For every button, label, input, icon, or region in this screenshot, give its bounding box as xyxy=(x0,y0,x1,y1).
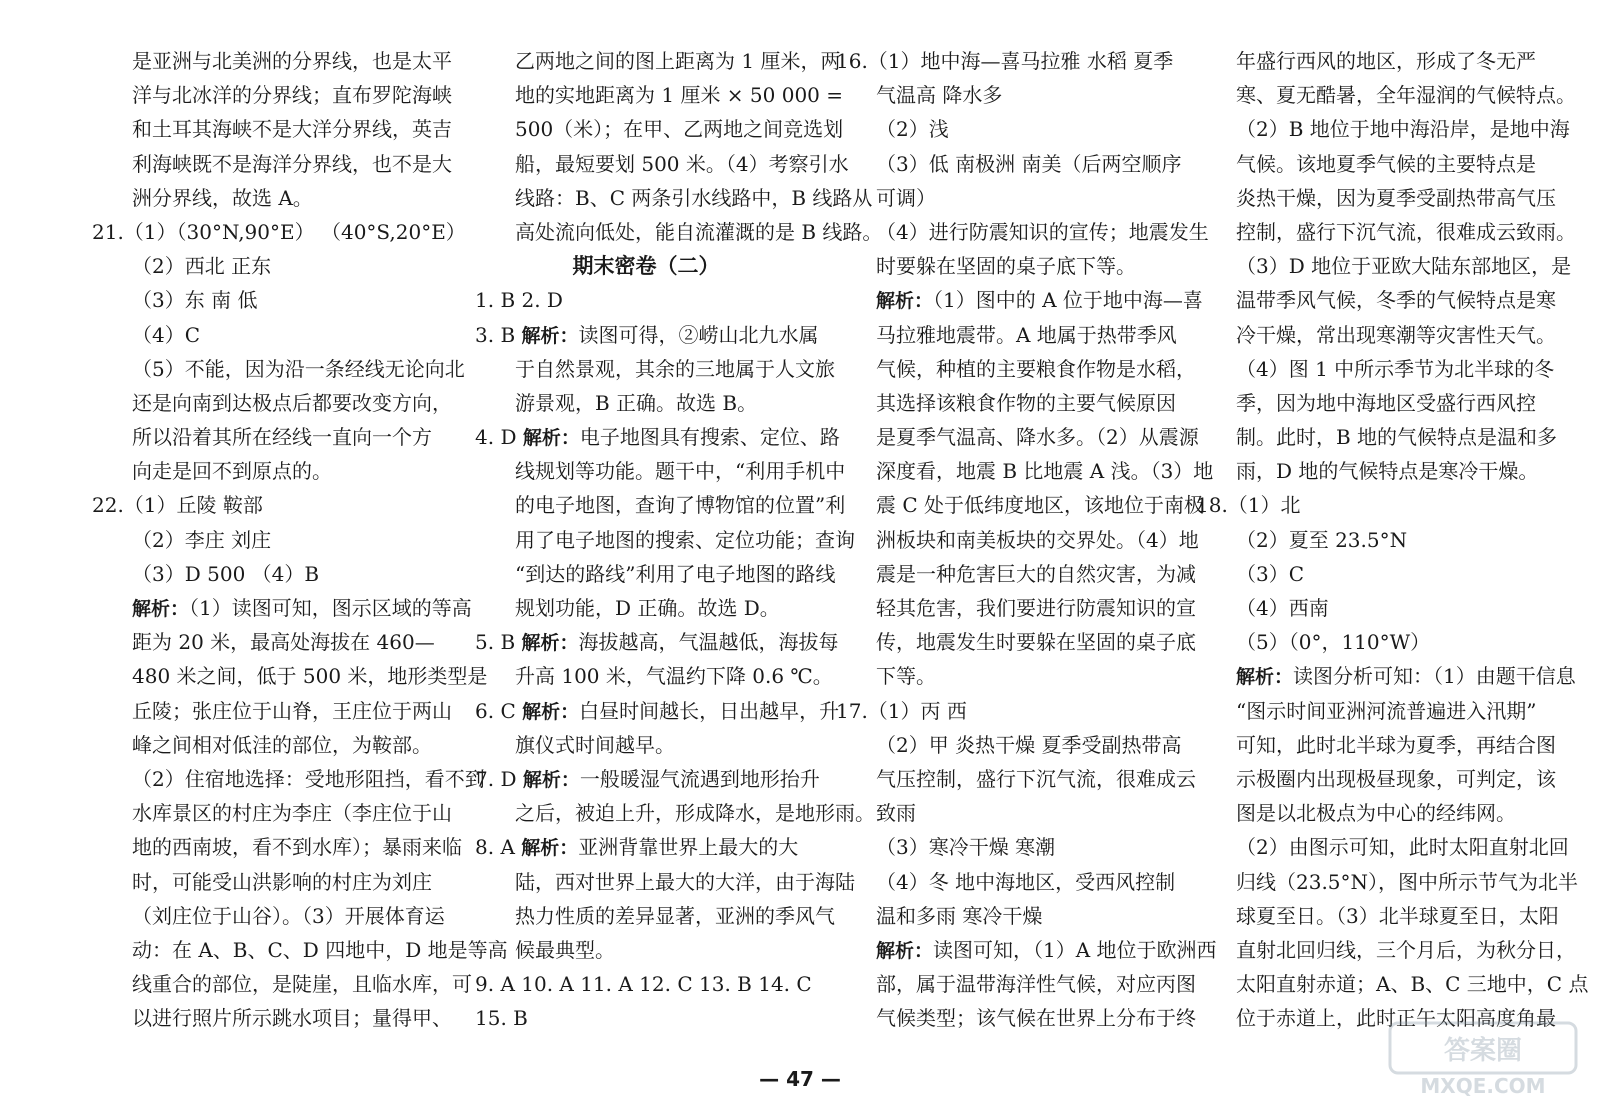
text-line: 冷干燥，常出现寒潮等灾害性天气。 xyxy=(1236,322,1556,347)
text-line: 线重合的部位，是陡崖，且临水库，可 xyxy=(132,972,472,997)
text-line: 陆，西对世界上最大的大洋，由于海陆 xyxy=(515,869,855,894)
text-line: 震 C 处于低纬度地区，该地位于南极 xyxy=(876,493,1205,518)
text-line: 下等。 xyxy=(876,664,936,689)
text-line: 于自然景观，其余的三地属于人文旅 xyxy=(515,356,835,381)
watermark-text: MXQE.COM xyxy=(1420,1074,1546,1098)
text-line: 的电子地图，查询了博物馆的位置”利 xyxy=(515,493,846,518)
text-line: （2）夏至 23.5°N xyxy=(1236,527,1408,552)
text-line: 用了电子地图的搜索、定位功能；查询 xyxy=(515,527,855,552)
text-line: （3）C xyxy=(1236,561,1305,586)
text-line: 温和多雨 寒冷干燥 xyxy=(876,903,1043,928)
text-line: （2）甲 炎热干燥 夏季受副热带高 xyxy=(876,732,1182,757)
text-line: 季，因为地中海地区受盛行西风控 xyxy=(1236,390,1536,415)
text-line: 3. B 解析：读图可得，②崂山北九水属 xyxy=(475,322,819,347)
text-line: 丘陵；张庄位于山脊，王庄位于两山 xyxy=(132,698,452,723)
text-line: 部，属于温带海洋性气候，对应丙图 xyxy=(876,972,1196,997)
text-line: （2）由图示可知，此时太阳直射北回 xyxy=(1236,835,1569,860)
text-line: （2）西北 正东 xyxy=(132,254,272,279)
text-line: 炎热干燥，因为夏季受副热带高气压 xyxy=(1236,185,1556,210)
text-line: （2）B 地位于地中海沿岸，是地中海 xyxy=(1236,117,1570,142)
text-line: （5）不能，因为沿一条经线无论向北 xyxy=(132,356,465,381)
text-line: 15. B xyxy=(475,1006,528,1031)
text-line: 时要躲在坚固的桌子底下等。 xyxy=(876,254,1136,279)
text-line: 时，可能受山洪影响的村庄为刘庄 xyxy=(132,869,432,894)
text-line: 以进行照片所示跳水项目；量得甲、 xyxy=(132,1006,452,1031)
text-line: 其选择该粮食作物的主要气候原因 xyxy=(876,390,1176,415)
text-line: 地的实地距离为 1 厘米 × 50 000 = xyxy=(515,83,844,108)
text-line: “到达的路线”利用了电子地图的路线 xyxy=(515,561,836,586)
text-line: 峰之间相对低洼的部位，为鞍部。 xyxy=(132,732,432,757)
text-line: 气候。该地夏季气候的主要特点是 xyxy=(1236,151,1536,176)
text-line: 向走是回不到原点的。 xyxy=(132,459,332,484)
text-line: “图示时间亚洲河流普遍进入汛期” xyxy=(1236,698,1537,723)
text-line: （2）浅 xyxy=(876,117,949,142)
text-line: 雨，D 地的气候特点是寒冷干燥。 xyxy=(1236,459,1539,484)
text-line: 18.（1）北 xyxy=(1196,493,1301,518)
text-line: 可知，此时北半球为夏季，再结合图 xyxy=(1236,732,1556,757)
text-line: 温带季风气候，冬季的气候特点是寒 xyxy=(1236,288,1556,313)
column-3 xyxy=(836,44,1217,1035)
text-line: 寒、夏无酷暑，全年湿润的气候特点。 xyxy=(1236,83,1576,108)
section-heading: 期末密卷（二） xyxy=(572,254,720,279)
text-line: 和土耳其海峡不是大洋分界线，英吉 xyxy=(132,117,452,142)
text-line: 6. C 解析：白昼时间越长，日出越早，升 xyxy=(475,698,840,723)
text-line: 气候，种植的主要粮食作物是水稻， xyxy=(876,356,1196,381)
text-line: （4）西南 xyxy=(1236,596,1329,620)
text-line: 解析：读图分析可知：（1）由题干信息 xyxy=(1236,664,1576,689)
text-line: 是夏季气温高、降水多。（2）从震源 xyxy=(876,425,1199,450)
text-line: 解析：（1）读图可知，图示区域的等高 xyxy=(132,596,472,620)
text-line: 4. D 解析：电子地图具有搜索、定位、路 xyxy=(475,425,840,450)
text-line: 制。此时，B 地的气候特点是温和多 xyxy=(1236,425,1558,450)
text-line: 归线（23.5°N），图中所示节气为北半 xyxy=(1236,869,1579,894)
text-line: 距为 20 米，最高处海拔在 460— xyxy=(132,630,435,655)
text-line: 马拉雅地震带。A 地属于热带季风 xyxy=(876,322,1177,347)
text-line: 气温高 降水多 xyxy=(876,83,1003,108)
text-line: 5. B 解析：海拔越高，气温越低，海拔每 xyxy=(475,630,839,655)
text-line: （4）C xyxy=(132,322,201,347)
watermark-logo xyxy=(1388,1021,1578,1099)
text-line: （2）住宿地选择：受地形阻挡，看不到 xyxy=(132,766,485,791)
text-line: （3）东 南 低 xyxy=(132,288,258,313)
text-line: （4）进行防震知识的宣传；地震发生 xyxy=(876,219,1209,244)
text-line: 500（米）；在甲、乙两地之间竞选划 xyxy=(515,117,844,142)
text-line: （3）寒冷干燥 寒潮 xyxy=(876,835,1056,860)
text-line: 控制，盛行下沉气流，很难成云致雨。 xyxy=(1236,219,1576,244)
text-line: （3）D 500 （4）B xyxy=(132,561,320,586)
text-line: 气压控制，盛行下沉气流，很难成云 xyxy=(876,766,1196,791)
text-line: 之后，被迫上升，形成降水，是地形雨。 xyxy=(515,801,875,826)
svg-text:答案圈: 答案圈 xyxy=(1443,1036,1523,1066)
text-line: 升高 100 米，气温约下降 0.6 ℃。 xyxy=(515,664,833,689)
text-line: 22.（1）丘陵 鞍部 xyxy=(92,493,263,518)
text-line: 致雨 xyxy=(876,801,916,826)
text-line: 位于赤道上，此时正午太阳高度角最 xyxy=(1236,1006,1556,1031)
text-line: 游景观，B 正确。故选 B。 xyxy=(515,390,758,415)
text-line: 洋与北冰洋的分界线；直布罗陀海峡 xyxy=(132,83,452,108)
text-line: 480 米之间，低于 500 米，地形类型是 xyxy=(132,664,488,689)
text-line: 解析：（1）图中的 A 位于地中海—喜 xyxy=(876,288,1203,313)
text-line: 21.（1）（30°N,90°E） （40°S,20°E） xyxy=(92,219,466,244)
text-line: 17.（1）丙 西 xyxy=(836,698,967,723)
text-line: 示极圈内出现极昼现象，可判定，该 xyxy=(1236,766,1556,791)
text-line: 震是一种危害巨大的自然灾害，为减 xyxy=(876,561,1196,586)
text-line: 可调） xyxy=(876,185,936,210)
text-line: 线规划等功能。题干中，“利用手机中 xyxy=(515,459,846,484)
text-line: （2）李庄 刘庄 xyxy=(132,527,272,552)
text-line: （刘庄位于山谷）。（3）开展体育运 xyxy=(132,903,445,928)
text-line: 地的西南坡，看不到水库）；暴雨来临 xyxy=(132,835,462,860)
text-line: 1. B 2. D xyxy=(475,288,563,313)
text-line: 深度看，地震 B 比地震 A 浅。（3）地 xyxy=(876,459,1214,484)
text-line: 水库景区的村庄为李庄（李庄位于山 xyxy=(132,801,452,826)
text-line: 是亚洲与北美洲的分界线，也是太平 xyxy=(132,49,452,73)
text-line: 图是以北极点为中心的经纬网。 xyxy=(1236,801,1516,826)
text-line: （4）图 1 中所示季节为北半球的冬 xyxy=(1236,356,1555,381)
text-line: 动：在 A、B、C、D 四地中，D 地是等高 xyxy=(132,937,508,962)
text-line: 洲分界线，故选 A。 xyxy=(132,185,313,210)
text-line: 热力性质的差异显著，亚洲的季风气 xyxy=(515,903,835,928)
text-line: 太阳直射赤道；A、B、C 三地中，C 点 xyxy=(1236,972,1589,997)
text-line: 所以沿着其所在经线一直向一个方 xyxy=(132,425,432,450)
text-line: （5）（0°，110°W） xyxy=(1236,630,1431,655)
text-line: 乙两地之间的图上距离为 1 厘米，两 xyxy=(515,49,841,73)
text-line: 8. A 解析：亚洲背靠世界上最大的大 xyxy=(475,835,799,860)
column-2 xyxy=(475,44,883,1035)
text-line: 高处流向低处，能自流灌溉的是 B 线路。 xyxy=(515,219,883,244)
text-line: 还是向南到达极点后都要改变方向， xyxy=(132,390,452,415)
text-line: 船，最短要划 500 米。（4）考察引水 xyxy=(515,151,849,176)
text-line: 洲板块和南美板块的交界处。（4）地 xyxy=(876,527,1199,552)
text-line: 旗仪式时间越早。 xyxy=(515,732,675,757)
text-line: （3）D 地位于亚欧大陆东部地区，是 xyxy=(1236,254,1572,279)
text-line: 利海峡既不是海洋分界线，也不是大 xyxy=(132,151,452,176)
text-line: 候最典型。 xyxy=(515,937,615,962)
text-line: 16.（1）地中海—喜马拉雅 水稻 夏季 xyxy=(836,49,1174,73)
text-line: （3）低 南极洲 南美（后两空顺序 xyxy=(876,151,1182,176)
text-line: 9. A 10. A 11. A 12. C 13. B 14. C xyxy=(475,972,812,997)
text-line: 球夏至日。（3）北半球夏至日，太阳 xyxy=(1236,903,1559,928)
text-line: 规划功能，D 正确。故选 D。 xyxy=(515,596,780,620)
text-line: 传，地震发生时要躲在坚固的桌子底 xyxy=(876,630,1196,655)
text-line: 线路：B、C 两条引水线路中，B 线路从 xyxy=(515,185,873,210)
text-line: 直射北回归线，三个月后，为秋分日， xyxy=(1236,937,1576,962)
page-number: — 47 — xyxy=(759,1067,841,1091)
text-line: 气候类型；该气候在世界上分布于终 xyxy=(876,1006,1196,1031)
text-line: 解析：读图可知，（1）A 地位于欧洲西 xyxy=(876,937,1217,962)
text-line: 年盛行西风的地区，形成了冬无严 xyxy=(1236,49,1536,73)
text-line: 轻其危害，我们要进行防震知识的宣 xyxy=(876,596,1196,620)
text-line: （4）冬 地中海地区，受西风控制 xyxy=(876,869,1176,894)
text-line: 7. D 解析：一般暖湿气流遇到地形抬升 xyxy=(475,766,820,791)
column-4 xyxy=(1196,44,1589,1035)
